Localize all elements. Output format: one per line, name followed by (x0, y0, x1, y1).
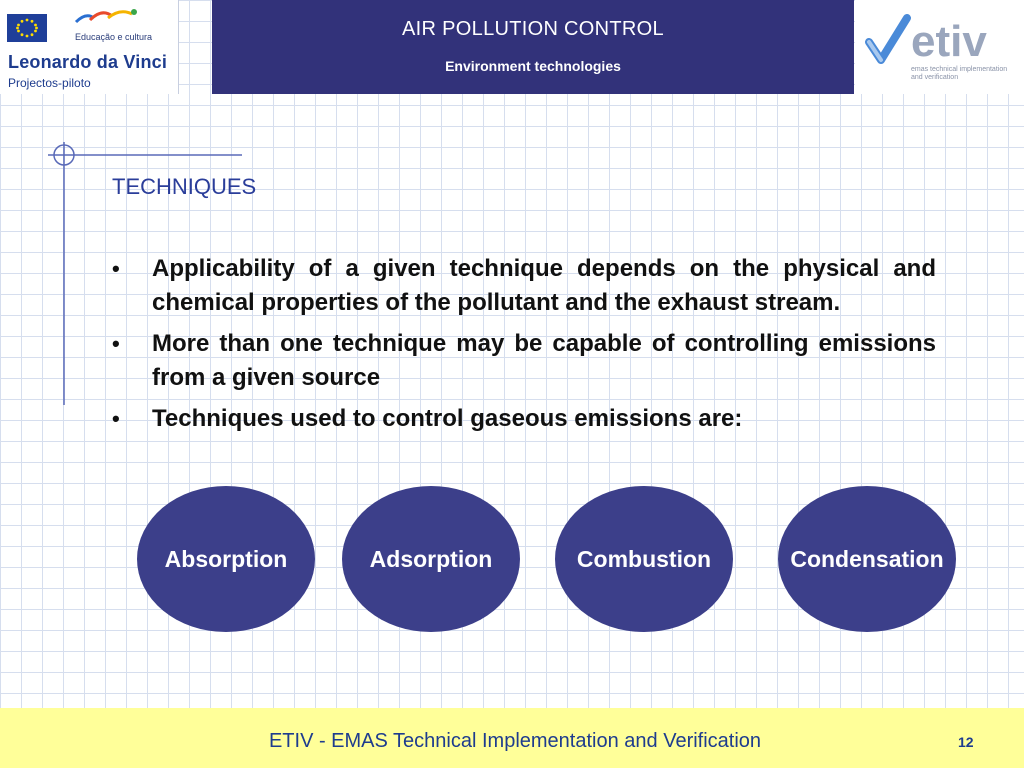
technique-adsorption: Adsorption (342, 486, 520, 632)
bullet-text: More than one technique may be capable of controlling emissions from a given source (152, 330, 936, 391)
etiv-tagline-line1: emas technical implementation (911, 66, 1008, 73)
etiv-wordmark (911, 10, 1011, 66)
bullet-item (112, 327, 936, 395)
bullet-text: Applicability of a given technique depends on the physical and chemical properties of the pollutant and the exhaust stream. (152, 255, 936, 316)
education-culture-logo-icon (72, 6, 142, 28)
eu-flag-icon (7, 14, 47, 42)
technique-combustion: Combustion (555, 486, 733, 632)
bullet-icon: • (112, 331, 120, 356)
bullet-icon: • (112, 256, 120, 281)
header-band (212, 0, 854, 94)
etiv-tagline-line2: and verification (911, 74, 959, 81)
bullet-list (112, 252, 936, 443)
page-number: 12 (958, 734, 974, 750)
slide-header-title: AIR POLLUTION CONTROL (402, 18, 664, 40)
etiv-tagline (911, 66, 1007, 82)
section-title: TECHNIQUES (112, 174, 257, 199)
etiv-logo (855, 0, 1024, 94)
technique-condensation: Condensation (778, 486, 956, 632)
leonardo-title: Leonardo da Vinci (8, 52, 168, 72)
bullet-item (112, 252, 936, 320)
bullet-text: Techniques used to control gaseous emissions are: (152, 405, 743, 432)
header-logos-left (0, 0, 179, 94)
leonardo-subtitle: Projectos-piloto (8, 76, 91, 90)
footer-text: ETIV - EMAS Technical Implementation and Verification (268, 730, 762, 752)
program-text: Educação e cultura (75, 32, 153, 42)
etiv-brand-text: etiv (911, 17, 987, 66)
technique-absorption: Absorption (137, 486, 315, 632)
bullet-item (112, 402, 936, 436)
slide-header-subtitle: Environment technologies (445, 58, 621, 74)
bullet-icon: • (112, 406, 120, 431)
footer (0, 708, 1024, 768)
